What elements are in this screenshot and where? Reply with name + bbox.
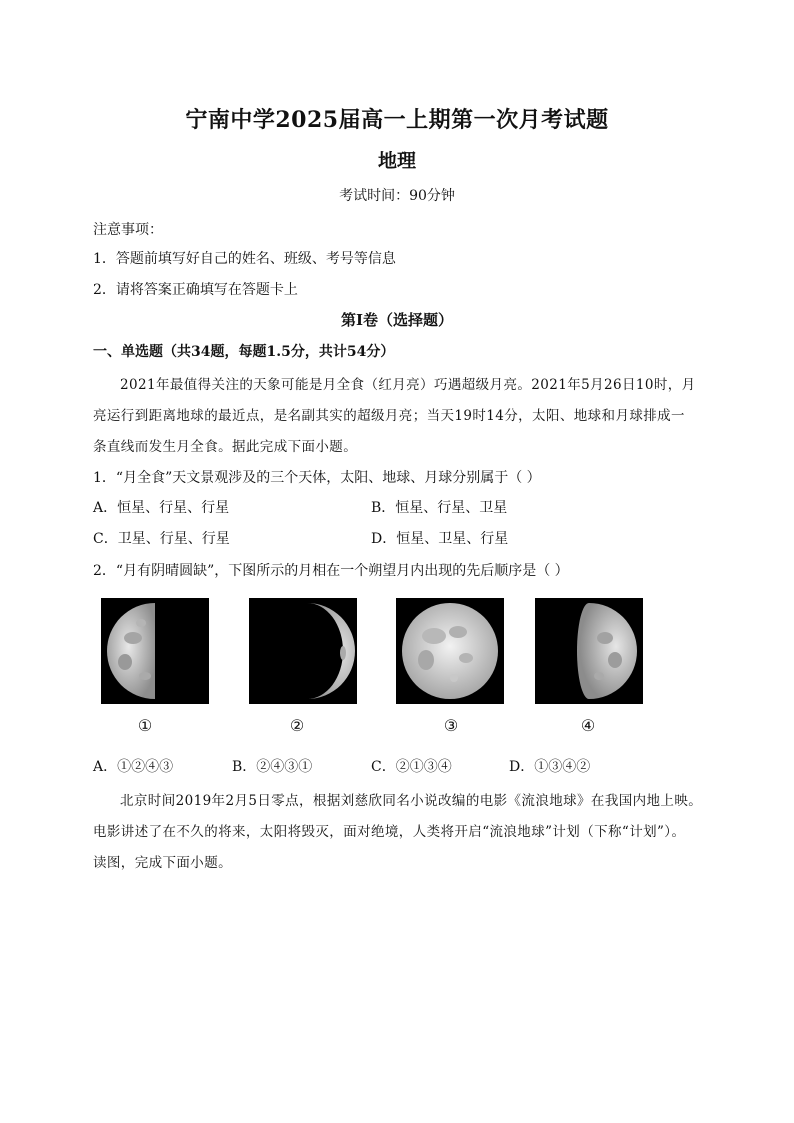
moon-phase-image-4 <box>535 598 643 704</box>
section-title: 第I卷（选择题） <box>340 311 454 329</box>
passage-line: 条直线而发生月全食。据此完成下面小题。 <box>93 439 358 455</box>
note-item: 1．答题前填写好自己的姓名、班级、考号等信息 <box>93 251 396 267</box>
exam-title: 宁南中学2025届高一上期第一次月考试题 <box>185 107 609 133</box>
question-2-stem: 2．“月有阴晴圆缺”，下图所示的月相在一个朔望月内出现的先后顺序是（ ） <box>93 563 569 579</box>
question-2-option-b: B．②④③① <box>232 759 313 775</box>
question-2-option-a: A．①②④③ <box>93 759 174 775</box>
question-2-option-d: D．①③④② <box>509 759 591 775</box>
passage-line: 2021年最值得关注的天象可能是月全食（红月亮）巧遇超级月亮。2021年5月26日10时，月 <box>120 377 696 393</box>
moon-phase-image-3 <box>396 598 504 704</box>
passage-line: 电影讲述了在不久的将来，太阳将毁灭，面对绝境，人类将开启“流浪地球”计划（下称“计划”）。 <box>93 824 686 840</box>
question-2-option-c: C．②①③④ <box>371 759 452 775</box>
notes-heading: 注意事项： <box>93 222 163 238</box>
note-item: 2．请将答案正确填写在答题卡上 <box>93 282 298 298</box>
question-1-option-d: D．恒星、卫星、行星 <box>371 531 509 547</box>
question-1-option-c: C．卫星、行星、行星 <box>93 531 230 547</box>
moon-label-1: ① <box>137 716 153 735</box>
question-1-option-a: A．恒星、行星、行星 <box>93 500 230 516</box>
passage-line: 北京时间2019年2月5日零点，根据刘慈欣同名小说改编的电影《流浪地球》在我国内地上映。 <box>120 793 703 809</box>
passage-line: 读图，完成下面小题。 <box>93 855 232 871</box>
exam-time: 考试时间：90分钟 <box>339 188 455 204</box>
moon-phase-image-2 <box>249 598 357 704</box>
question-1-option-b: B．恒星、行星、卫星 <box>371 500 508 516</box>
moon-label-2: ② <box>289 716 305 735</box>
moon-label-4: ④ <box>580 716 596 735</box>
moon-phase-image-1 <box>101 598 209 704</box>
subject-title: 地理 <box>377 150 416 172</box>
moon-label-3: ③ <box>443 716 459 735</box>
question-1-stem: 1．“月全食”天文景观涉及的三个天体，太阳、地球、月球分别属于（ ） <box>93 470 541 486</box>
part-heading: 一、单选题（共34题，每题1.5分，共计54分） <box>93 344 395 360</box>
passage-line: 亮运行到距离地球的最近点，是名副其实的超级月亮；当天19时14分，太阳、地球和月球排成一 <box>93 408 685 424</box>
